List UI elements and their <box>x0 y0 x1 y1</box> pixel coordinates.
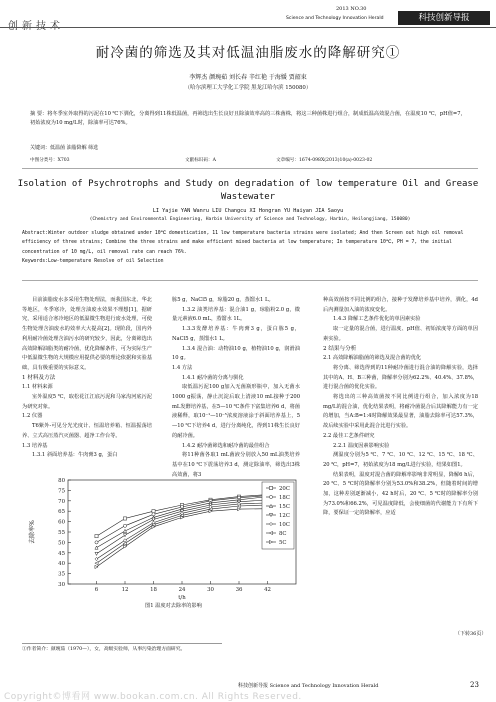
paragraph: 1.3.3发酵培养基：牛肉膏3 g，蛋白胨5 g，NaCl5 g，蒸馏水1 L。 <box>172 326 300 342</box>
subsection-heading: 2.2 最佳工艺条件研究 <box>323 432 375 439</box>
legend-label: 18C <box>279 495 290 501</box>
x-tick-label: 30 <box>207 587 214 593</box>
article-number: 文章编号：1674-098X(2013)10(a)-0023-02 <box>276 158 373 163</box>
copyright-watermark: Copyright©博看网 www.bookan.com.cn. All Rights Reserved. <box>4 692 302 702</box>
section-heading: 1 材料及方法 <box>22 374 56 381</box>
data-point <box>123 542 126 545</box>
data-point <box>269 486 272 489</box>
y-tick-label: 70 <box>58 498 65 505</box>
authors-en: LI Yajie YAN Wanru LIU Changcu XI Hongran YU Haiyan JIA Saoyu <box>152 208 344 214</box>
x-axis-label: t/h <box>178 595 186 600</box>
paragraph: 将11种菌各取1 mL菌液分别放入50 mL油类培养基中在10 ℃下震荡培养3 d，测定除油率，筛选出3株高效菌，将3 <box>172 452 300 478</box>
continued-note: （下转36页） <box>455 631 487 637</box>
paragraph: 1.3.4 混合油：动物油10 g，植物油10 g，润滑油10 g。 <box>172 345 300 362</box>
section-label <box>8 17 64 32</box>
class-number: 中图分类号：X703 <box>30 158 70 163</box>
x-tick-label: 12 <box>121 587 129 593</box>
footnote-rule <box>22 643 222 644</box>
paragraph: 种高效菌按不同比例的组合，接种于发酵培养基中培养，驯化，4d 后内测量加入油的浓度变化。 <box>323 297 478 313</box>
data-point <box>123 545 126 548</box>
data-point <box>123 539 126 542</box>
data-point <box>95 535 98 538</box>
paragraph: 取一定量的混合菌，进行温度、pH值、初始浓度等方面的单因素实验。 <box>323 326 478 342</box>
section-heading: 2 结果与分析 <box>323 345 357 352</box>
y-tick-label: 80 <box>58 478 65 484</box>
x-tick-label: 24 <box>178 587 186 593</box>
y-tick-label: 50 <box>58 540 65 547</box>
paragraph: T6紫外-可见分光光度计、恒温培养箱、恒温振荡培养、立式高压蒸汽灭菌器、超净工作台等。 <box>22 423 152 439</box>
y-tick-label: 40 <box>58 561 65 568</box>
legend-label: 12C <box>279 513 290 519</box>
paper-title-cn: 耐冷菌的筛选及其对低温油脂废水的降解研究① <box>95 45 401 61</box>
intro-paragraph: 目前油脂废水多采用生物处理法，而我国东北、华北等地区，冬季寒冷，处理含油废水效果不理想[1]，据研究，采用适合寒冷地区的低温微生物进行废水处理，可使生物处理含油废水的效率大大提高[2]。现阶段，国内外利用耐冷菌处理含油污水的研究较少，因此，分离筛选出高效降解油脂类的耐冷菌，优化降解条件，可为实际生产中低温微生物的大规模应用提供必要的理论依据和实验基础，具有极重要的实际意义。 <box>22 297 152 371</box>
paragraph: 将选出的三种高效菌按不同比例进行组合，加入浓度为18 mg/L的混合油，优化结果表明，将耐冷菌混合后其降解能力有一定的增加，当A:B=1:4时降解效果最显著，油脂去除率可达57.3%，故后续实验中采用此混合比进行实验。 <box>323 394 478 430</box>
body-column-2 <box>172 296 300 480</box>
journal-name-en: Science and Technology Innovation Herald <box>286 16 384 21</box>
keywords-en: Keywords:Low-temperature Resolve of oil Selection <box>22 258 164 264</box>
authors-cn: 李辉杰 颜琬茹 刘长春 辛红艳 于海媛 贾韶束 <box>189 74 307 81</box>
subsection-heading: 1.4.2 耐冷菌筛选和耐冷菌的最佳组合 <box>182 442 270 449</box>
y-tick-label: 30 <box>58 582 65 588</box>
keywords-cn: 关键词：低温菌 油脂降解 筛选 <box>30 145 99 151</box>
subsection-heading: 1.3 培养基 <box>22 442 48 449</box>
subsection-heading: 1.4.3 降解工艺条件优化的单因素实验 <box>333 316 421 323</box>
paragraph: 取低温污泥100 g加入无菌瓶形瓶中，加入无菌水1000 g振荡，静止沉淀后取上清液10 mL接种于200 mL发酵培养基，在5—10 ℃条件下富集培养6 d，将菌液稀释，取10⁻¹—10⁻⁵浓度溶液涂于斜面培养基上，5—10 ℃下培养4 d，进行分离纯化，得到11株生长良好的耐冷菌。 <box>172 384 300 439</box>
paragraph: 室外温度5 ℃，取松花江江底污泥和马家沟河底污泥为研究对象。 <box>22 394 152 410</box>
series-line <box>97 496 268 543</box>
subsection-heading: 1.4.1 耐冷菌的分离与驯化 <box>182 374 244 381</box>
document-code: 文献标识码：A <box>185 158 216 163</box>
data-point <box>95 546 98 549</box>
abstract-en-text: Abstract:Winter outdoor sludge obtained under 10℃ domestication, 11 low temperature bacteria strains were isolated; And then Screen out high oil removal efficiency of three strains; Combine the three strains and make efficient mixed bacteria at low temperature; In temperature 10℃, PH = 7, the initial concentration of 10 mg/L, oil removal rate can reach 76%. <box>22 231 464 255</box>
affiliation-en: (Chemistry and Environmental Engineering, Harbin University of Science and Technology, Harbin, Heilongjiang, 150080) <box>89 217 411 222</box>
paragraph: 胨5 g，NaCl5 g，琼脂20 g，蒸馏水1 L。 <box>172 297 274 303</box>
page-number: 23 <box>470 681 479 689</box>
y-tick-label: 60 <box>58 519 65 526</box>
divider <box>22 280 478 281</box>
header-rule <box>0 27 496 28</box>
data-point <box>123 517 126 520</box>
legend-label: 8C <box>279 531 287 537</box>
subsection-heading: 1.1 材料来源 <box>22 384 53 391</box>
x-tick-label: 6 <box>94 587 99 593</box>
subsection-heading: 2.1 高效降解油脂菌的筛选及混合菌的优化 <box>323 355 422 362</box>
footnote: ①作者简介：颜琬茹（1970—），女，高级实验师，从事污染治理方面研究。 <box>22 647 186 652</box>
y-tick-label: 35 <box>58 571 65 578</box>
subsection-heading: 2.2.1 温度因素影响实验 <box>333 442 390 449</box>
paragraph: 结果表明，温度对混合菌的降解率影响非常明显，降解6 h后，20 ℃、5 ℃时的降解率分别为53.0%和38.2%，但随着时间的增加，这种差别逐渐减小，42 h时后，20 ℃、5 ℃时的降解率分别为73.0%和66.2%，可见温度降低，会使细菌的代谢能力下有所下降，要保证一定的降解率，应适 <box>323 471 478 517</box>
paper-title-en: Isolation of Psychrotrophs and Study on degradation of low temperature Oil and Grease Wastewater <box>17 179 479 202</box>
y-tick-label: 45 <box>58 550 65 557</box>
data-point <box>95 562 98 565</box>
data-point <box>123 524 126 527</box>
x-tick-label: 36 <box>235 587 243 593</box>
body-column-1 <box>22 296 152 461</box>
y-tick-label: 75 <box>58 488 65 495</box>
y-tick-label: 55 <box>58 530 65 536</box>
abstract-cn: 摘 要：将冬季室外取得的污泥在10 ℃下驯化，分离得到11株低温菌，再筛选出生长良好且除油效率高的三株菌株，将这三种菌株进行组合，制成低温高效混合菌，在温度10 ℃，pH值=7，初始浓度为10 mg/L时，除油率可达76%。 <box>30 111 466 126</box>
data-point <box>95 552 98 555</box>
issue-number: 2013 NO.30 <box>336 6 367 12</box>
body-column-3 <box>323 296 478 519</box>
abstract-en <box>22 229 478 266</box>
legend-label: 20C <box>279 486 290 492</box>
data-point <box>123 534 126 537</box>
legend-label: 10C <box>279 522 290 528</box>
figure-1-line-chart <box>22 474 306 600</box>
y-axis-label: 去除率% <box>29 520 36 544</box>
paragraph: 1.3.1 斜面培养基：牛肉膏3 g，蛋白 <box>32 452 118 459</box>
affiliation-cn: （哈尔滨理工大学化工学院 黑龙江哈尔滨 150080） <box>184 85 312 91</box>
data-point <box>123 529 126 532</box>
divider <box>22 168 478 169</box>
x-tick-label: 42 <box>264 587 271 593</box>
footer-journal: 科技创新导报 Science and Technology Innovation Herald <box>238 683 379 689</box>
legend-label: 15C <box>279 504 290 510</box>
y-tick-label: 65 <box>58 509 65 516</box>
data-point <box>237 508 240 511</box>
data-point <box>152 518 155 521</box>
subsection-heading: 1.4 方法 <box>172 364 193 371</box>
data-point <box>95 541 98 544</box>
figure-caption: 图1 温度对去除率的影响 <box>145 603 202 609</box>
data-point <box>269 495 272 498</box>
paragraph: 将分离、筛选得到的11种耐冷菌进行混合油的降解实验，选择其中的A、H、B三种菌，降解率分别为62.2%、40.4%、37.8%，进行混合菌的优化实验。 <box>323 364 478 391</box>
subsection-heading: 1.2 仪器 <box>22 413 43 420</box>
x-tick-label: 18 <box>150 587 157 593</box>
paragraph: 测温度分别为5 ℃、7 ℃、10 ℃、12 ℃、15 ℃、18 ℃、20 ℃，pH=7，初始浓度为18 mg/L进行实验，结果如图1。 <box>323 452 478 468</box>
data-point <box>152 510 155 513</box>
journal-badge: 科技创新导报 <box>398 11 490 25</box>
paragraph: 1.3.2 油类培养基：混合油1 g，琼脂粉2.0 g，微量元素液6.0 mL，蒸馏水 1L。 <box>172 306 300 323</box>
legend-label: 5C <box>279 540 287 546</box>
